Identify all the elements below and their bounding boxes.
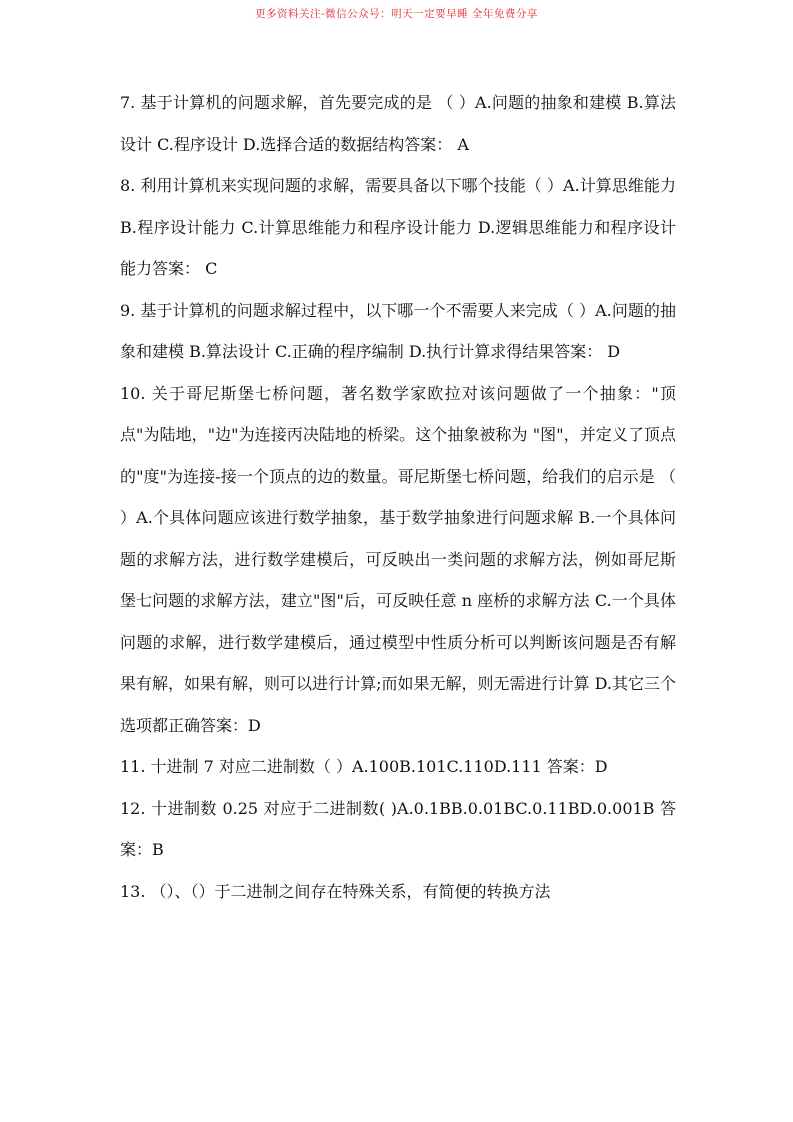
- question-13: 13. （）、（）于二进制之间存在特殊关系，有简便的转换方法: [120, 881, 551, 901]
- question-12: 12. 十进制数 0.25 对应于二进制数( )A.0.1BB.0.01BC.0.11BD.0.001B 答案：B: [120, 798, 676, 859]
- question-11: 11. 十进制 7 对应二进制数（ ）A.100B.101C.110D.111 答案：D: [120, 757, 608, 776]
- question-8: 8. 利用计算机来实现问题的求解，需要具备以下哪个技能（ ）A.计算思维能力 B.程序设计能力 C.计算思维能力和程序设计能力 D.逻辑思维能力和程序设计能力答案： C: [120, 176, 676, 278]
- question-10: 10. 关于哥尼斯堡七桥问题，著名数学家欧拉对该问题做了一个抽象："顶点"为陆地，"边"为连接丙决陆地的桥梁。这个抽象被称为 "图"，并定义了顶点的"度"为连接-接一个顶点的边的数量。哥尼斯堡七桥问题，给我们的启示是 （ ）A.个具体问题应该进行数学抽象，基于数学抽象进行问题求解 B.一个具体问题的求解方法，进行数学建模后，可反映出一类问题的求解方法，例如哥尼斯堡七问题的求解方法，建立"图"后，可反映任意 n 座桥的求解方法 C.一个具体问题的求解，进行数学建模后，通过模型中性质分析可以判断该问题是否有解果有解，如果有解，则可以进行计算;而如果无解，则无需进行计算 D.其它三个选项都正确答案：D: [120, 383, 676, 735]
- header-banner: 更多资料关注-微信公众号：明天一定要早睡 全年免费分享: [255, 8, 538, 20]
- document-body: [120, 82, 676, 912]
- question-7: 7. 基于计算机的问题求解，首先要完成的是 （ ）A.问题的抽象和建模 B.算法设计 C.程序设计 D.选择合适的数据结构答案： A: [120, 93, 676, 154]
- question-9: 9. 基于计算机的问题求解过程中，以下哪一个不需要人来完成（ ）A.问题的抽象和建模 B.算法设计 C.正确的程序编制 D.执行计算求得结果答案： D: [120, 300, 676, 361]
